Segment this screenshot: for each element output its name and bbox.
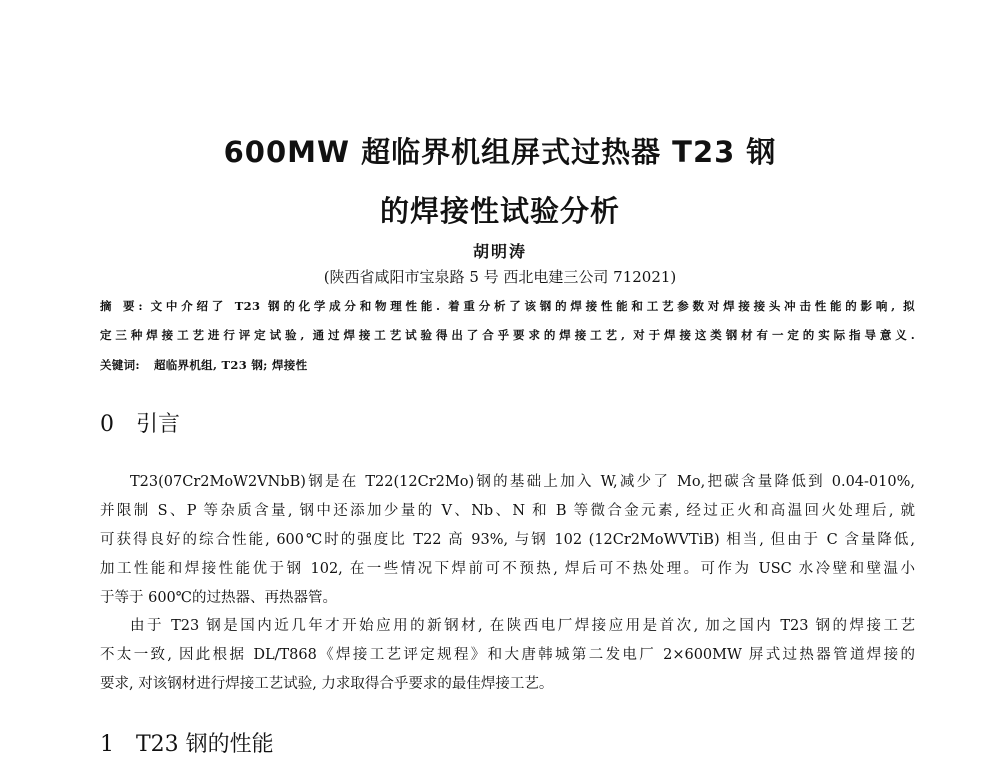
abstract-line-2: 定三种焊接工艺进行评定试验, 通过焊接工艺试验得出了合乎要求的焊接工艺, 对于焊接这类钢材有一定的实际指导意义. [100, 328, 915, 342]
paragraph-line: 于等于 600℃的过热器、再热器管。 [100, 590, 338, 606]
keywords-label: 关键词: [100, 358, 140, 372]
author-name: 胡明涛 [472, 242, 527, 261]
paragraph-line: T23(07Cr2MoW2VNbB)钢是在 T22(12Cr2Mo)钢的基础上加入 W,减少了 Mo,把碳含量降低到 0.04-010%, [130, 474, 915, 490]
section-heading-t23-properties [100, 727, 274, 758]
paper-title-line-1: 600MW 超临界机组屏式过热器 T23 钢 [223, 135, 777, 169]
abstract-line-1: 摘 要: 文中介绍了 T23 钢的化学成分和物理性能. 着重分析了该钢的焊接性能和工艺参数对焊接接头冲击性能的影响, 拟 [100, 299, 915, 313]
paragraph-line: 可获得良好的综合性能, 600℃时的强度比 T22 高 93%, 与钢 102 (12Cr2MoWVTiB) 相当, 但由于 C 含量降低, [100, 532, 915, 548]
keywords-text: 超临界机组, T23 钢; 焊接性 [153, 358, 308, 372]
paragraph-line: 要求, 对该钢材进行焊接工艺试验, 力求取得合乎要求的最佳焊接工艺。 [100, 676, 554, 692]
keywords [100, 357, 915, 373]
section-number: 1 [100, 732, 114, 757]
author-affiliation: (陕西省咸阳市宝泉路 5 号 西北电建三公司 712021) [323, 268, 677, 286]
paragraph-line: 并限制 S、P 等杂质含量, 钢中还添加少量的 V、Nb、N 和 B 等微合金元素, 经过正火和高温回火处理后, 就 [100, 503, 915, 519]
section-number: 0 [100, 412, 114, 437]
section-title: T23 钢的性能 [136, 732, 274, 757]
section-title: 引言 [136, 412, 181, 437]
paper-title-line-2: 的焊接性试验分析 [379, 194, 620, 228]
paragraph-line: 加工性能和焊接性能优于钢 102, 在一些情况下焊前可不预热, 焊后可不热处理。可作为 USC 水冷壁和壁温小 [100, 561, 915, 577]
paragraph-line: 由于 T23 钢是国内近几年才开始应用的新钢材, 在陕西电厂焊接应用是首次, 加之国内 T23 钢的焊接工艺 [130, 618, 915, 634]
section-heading-introduction [100, 407, 180, 438]
paragraph-line: 不太一致, 因此根据 DL/T868《焊接工艺评定规程》和大唐韩城第二发电厂 2×600MW 屏式过热器管道焊接的 [100, 647, 915, 663]
